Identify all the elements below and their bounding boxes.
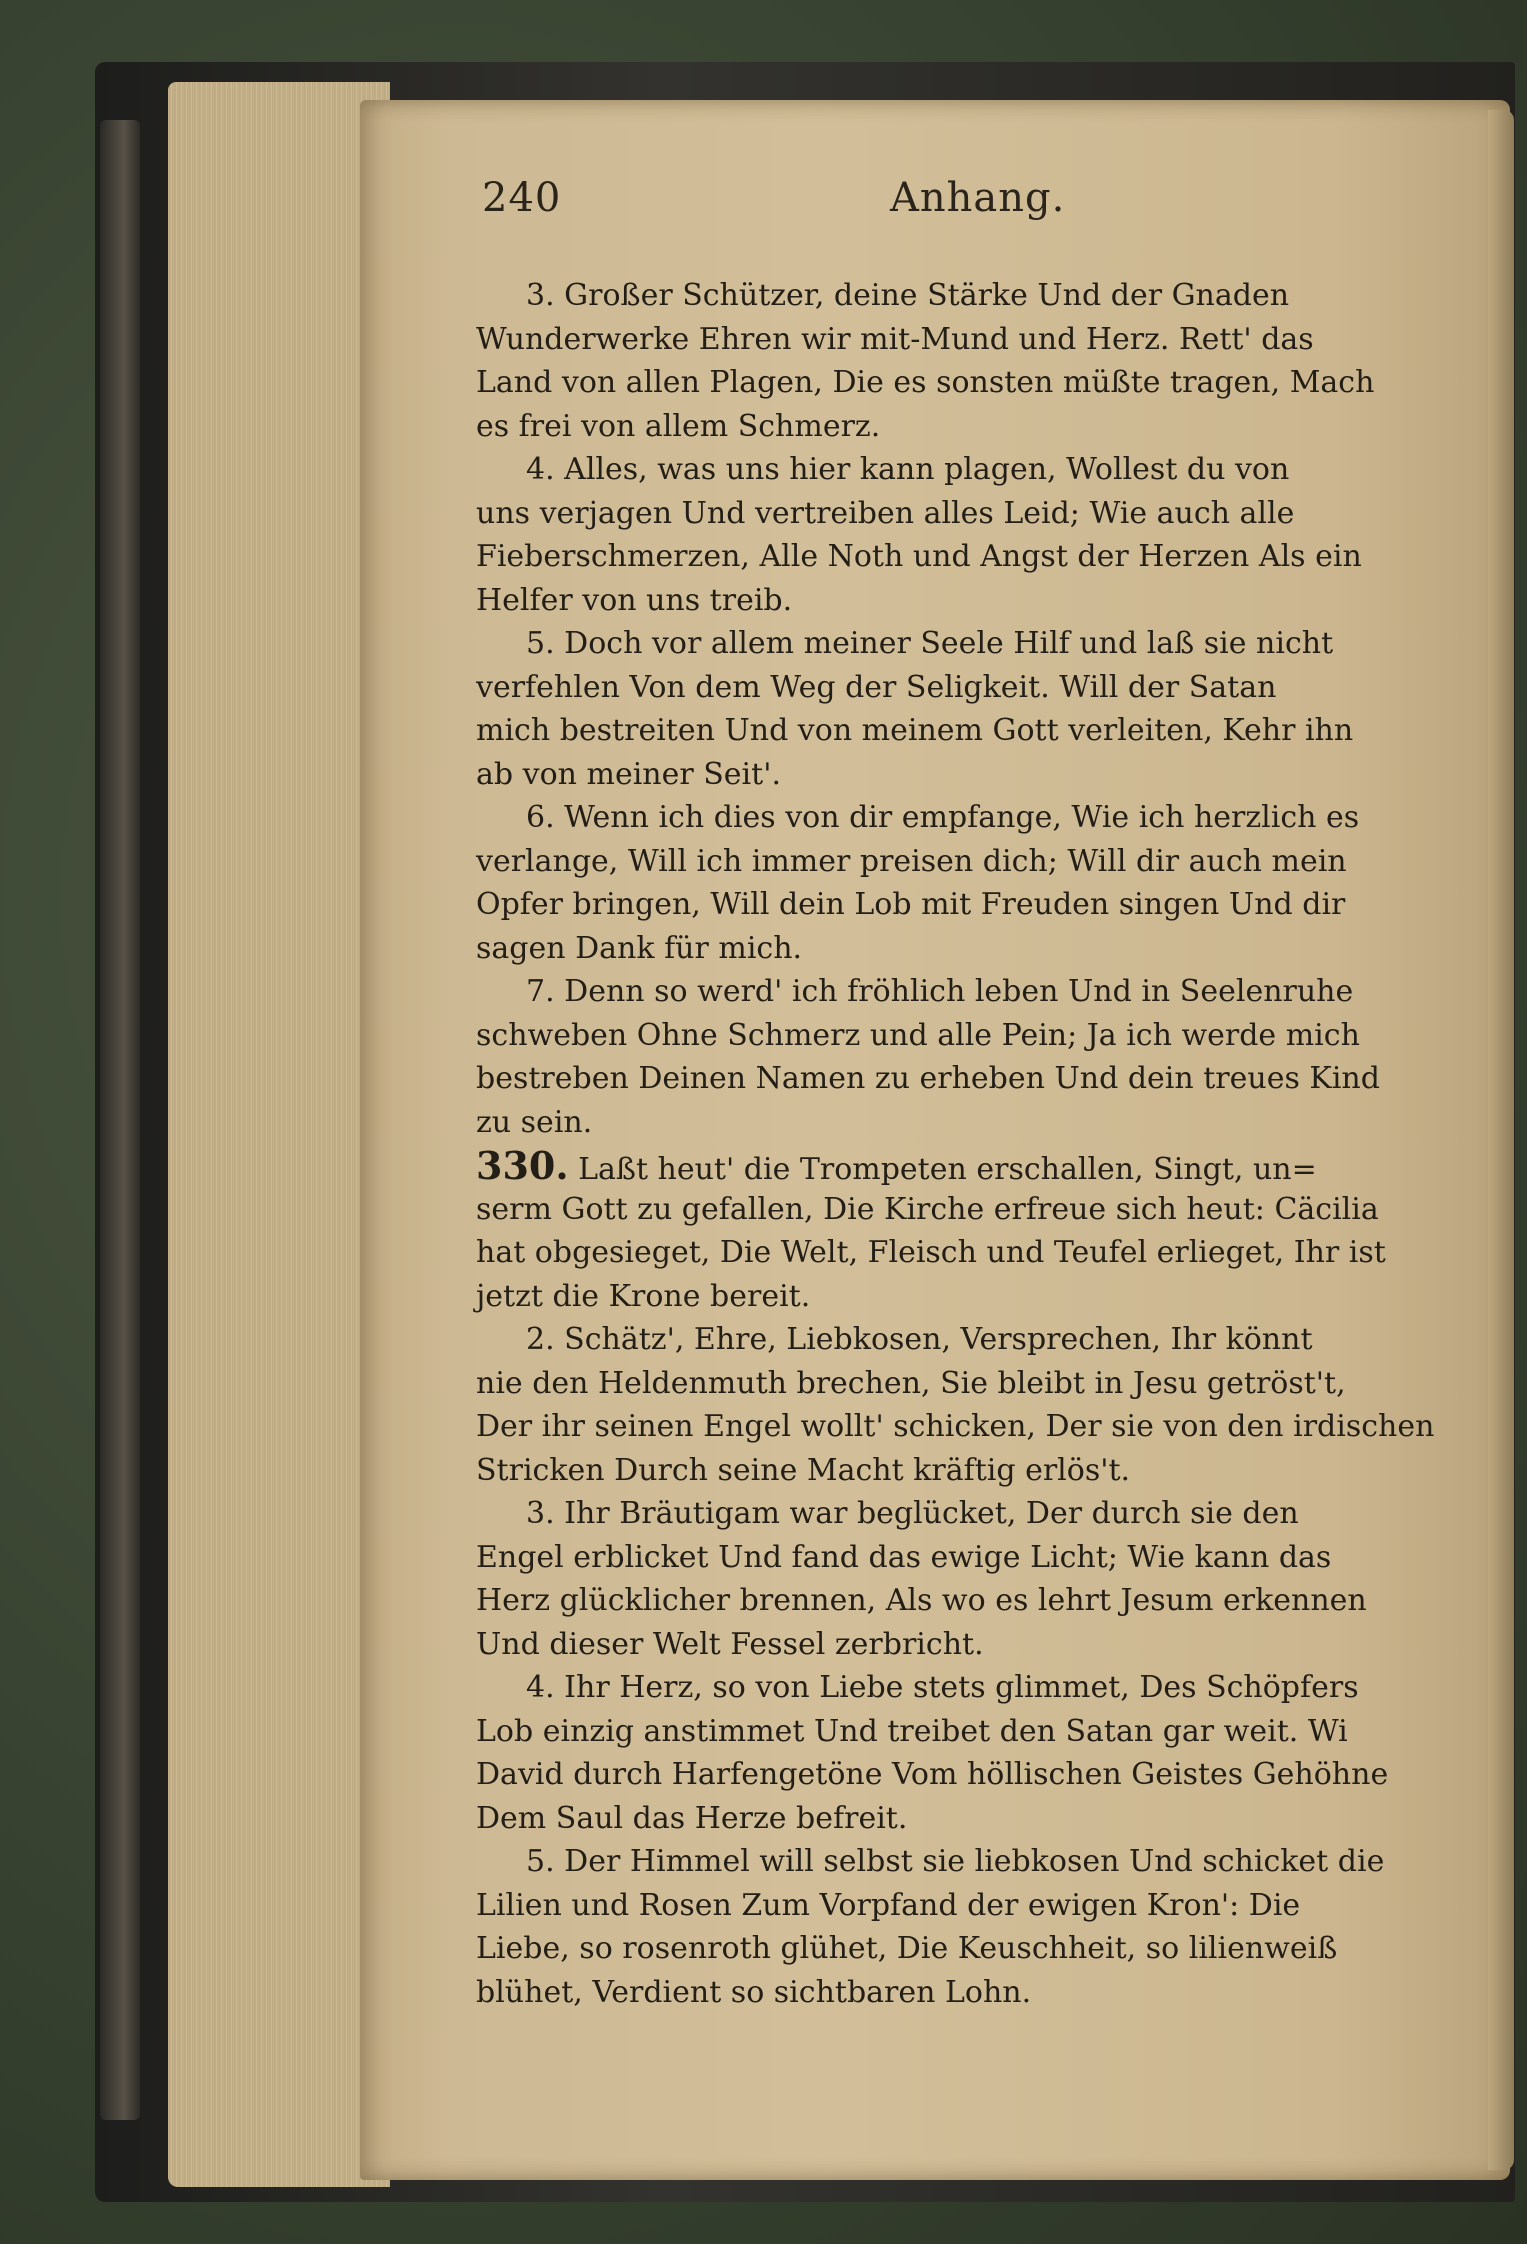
text-line: es frei von allem Schmerz. [476, 408, 881, 444]
text-line: verlange, Will ich immer preisen dich; Will dir auch mein [476, 843, 1347, 879]
text-line: Dem Saul das Herze befreit. [476, 1800, 908, 1836]
hymn-text [476, 274, 1476, 2014]
text-line: Land von allen Plagen, Die es sonsten müßte tragen, Mach [476, 365, 1375, 400]
text-line: Lilien und Rosen Zum Vorpfand der ewigen Kron': Die [476, 1887, 1301, 1923]
text-line: Wunderwerke Ehren wir mit-Mund und Herz. Rett' das [476, 321, 1314, 357]
page-fore-edge [1488, 110, 1514, 2170]
text-line: 330. Laßt heut' die Trompeten erschallen, Singt, un= [476, 1143, 1317, 1188]
text-line: Stricken Durch seine Macht kräftig erlös't. [476, 1452, 1131, 1488]
text-line: 5. Der Himmel will selbst sie liebkosen Und schicket die [526, 1844, 1385, 1879]
text-line: bestreben Deinen Namen zu erheben Und dein treues Kind [476, 1061, 1380, 1096]
text-line: nie den Heldenmuth brechen, Sie bleibt in Jesu getröst't, [476, 1365, 1346, 1401]
text-line: Opfer bringen, Will dein Lob mit Freuden singen Und dir [476, 887, 1346, 922]
text-line: 3. Großer Schützer, deine Stärke Und der Gnaden [526, 278, 1290, 313]
page-stack-edges [168, 82, 390, 2187]
text-line: serm Gott zu gefallen, Die Kirche erfreue sich heut: Cäcilia [476, 1191, 1379, 1227]
text-line: Lob einzig anstimmet Und treibet den Satan gar weit. Wi [476, 1713, 1348, 1749]
text-line: verfehlen Von dem Weg der Seligkeit. Will der Satan [476, 669, 1277, 705]
text-line: Fieberschmerzen, Alle Noth und Angst der Herzen Als ein [476, 539, 1362, 574]
text-line: Liebe, so rosenroth glühet, Die Keuschheit, so lilienweiß [476, 1931, 1338, 1966]
text-line: zu sein. [476, 1104, 593, 1140]
page-number: 240 [482, 175, 562, 221]
text-line: 4. Ihr Herz, so von Liebe stets glimmet, Des Schöpfers [526, 1670, 1359, 1705]
text-line: schweben Ohne Schmerz und alle Pein; Ja ich werde mich [476, 1017, 1360, 1053]
text-line: jetzt die Krone bereit. [476, 1278, 811, 1314]
text-line: 5. Doch vor allem meiner Seele Hilf und laß sie nicht [526, 626, 1334, 661]
text-line: uns verjagen Und vertreiben alles Leid; Wie auch alle [476, 495, 1295, 531]
text-line: ab von meiner Seit'. [476, 756, 781, 792]
book-spine [100, 120, 140, 2120]
text-line: Herz glücklicher brennen, Als wo es lehrt Jesum erkennen [476, 1583, 1367, 1618]
running-head [482, 175, 1472, 245]
text-line: sagen Dank für mich. [476, 930, 803, 966]
text-line: Helfer von uns treib. [476, 582, 793, 618]
text-line: 4. Alles, was uns hier kann plagen, Wollest du von [526, 452, 1290, 487]
hymn-number: 330. [476, 1143, 569, 1188]
text-line: Engel erblicket Und fand das ewige Licht; Wie kann das [476, 1539, 1332, 1575]
text-line: 3. Ihr Bräutigam war beglücket, Der durch sie den [526, 1496, 1299, 1531]
text-line: David durch Harfengetöne Vom höllischen Geistes Gehöhne [476, 1757, 1389, 1792]
text-line: hat obgesieget, Die Welt, Fleisch und Teufel erlieget, Ihr ist [476, 1235, 1386, 1270]
section-title: Anhang. [890, 175, 1066, 221]
text-line: Der ihr seinen Engel wollt' schicken, Der sie von den irdischen [476, 1409, 1435, 1444]
text-line: 2. Schätz', Ehre, Liebkosen, Versprechen, Ihr könnt [526, 1322, 1313, 1357]
text-line: mich bestreiten Und von meinem Gott verleiten, Kehr ihn [476, 713, 1354, 748]
text-line: 7. Denn so werd' ich fröhlich leben Und in Seelenruhe [526, 974, 1354, 1009]
text-line: 6. Wenn ich dies von dir empfange, Wie ich herzlich es [526, 800, 1360, 835]
text-line: blühet, Verdient so sichtbaren Lohn. [476, 1974, 1032, 2010]
text-line: Und dieser Welt Fessel zerbricht. [476, 1626, 984, 1662]
